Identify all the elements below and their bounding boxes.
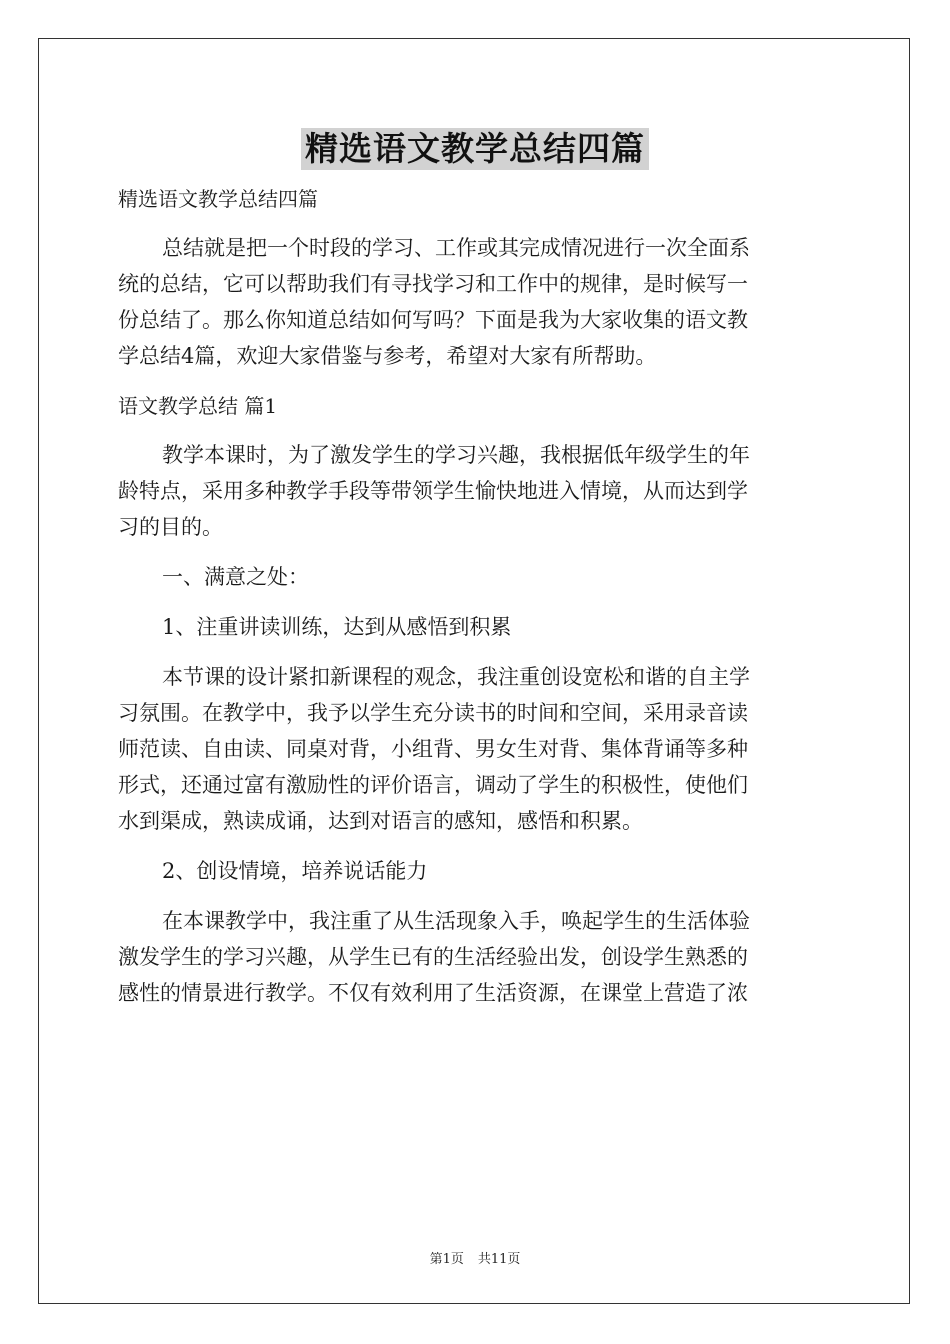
intro-line: 份总结了。那么你知道总结如何写吗？下面是我为大家收集的语文教 [118,308,748,332]
paragraph-line: 教学本课时，为了激发学生的学习兴趣，我根据低年级学生的年 [162,443,750,467]
page-total: 共11页 [477,1252,521,1267]
intro-line: 学总结4篇，欢迎大家借鉴与参考，希望对大家有所帮助。 [118,344,657,368]
document-title: 精选语文教学总结四篇 [301,128,649,170]
point-heading-2: 2、创设情境，培养说话能力 [162,859,428,883]
page-number: 第1页 [429,1252,464,1267]
section-heading: 语文教学总结 篇1 [118,394,278,418]
paragraph-line: 激发学生的学习兴趣，从学生已有的生活经验出发，创设学生熟悉的 [118,945,748,969]
point-heading-1: 1、注重讲读训练，达到从感悟到积累 [162,615,512,639]
document-body [118,182,834,1011]
document-subtitle: 精选语文教学总结四篇 [118,187,318,211]
paragraph-line: 在本课教学中，我注重了从生活现象入手，唤起学生的生活体验 [162,909,750,933]
paragraph-line: 龄特点，采用多种教学手段等带领学生愉快地进入情境，从而达到学 [118,479,748,503]
paragraph-line: 本节课的设计紧扣新课程的观念，我注重创设宽松和谐的自主学 [162,665,750,689]
paragraph-line: 习的目的。 [118,515,223,539]
page-footer [0,1248,950,1267]
paragraph-line: 水到渠成，熟读成诵，达到对语言的感知，感悟和积累。 [118,809,643,833]
paragraph-line: 感性的情景进行教学。不仅有效利用了生活资源，在课堂上营造了浓 [118,981,748,1005]
intro-line: 总结就是把一个时段的学习、工作或其完成情况进行一次全面系 [162,236,750,260]
intro-line: 统的总结，它可以帮助我们有寻找学习和工作中的规律，是时候写一 [118,272,748,296]
title-container [0,128,950,170]
heading-satisfied: 一、满意之处： [162,565,309,589]
paragraph-line: 形式，还通过富有激励性的评价语言，调动了学生的积极性，使他们 [118,773,748,797]
paragraph-line: 习氛围。在教学中，我予以学生充分读书的时间和空间，采用录音读 [118,701,748,725]
paragraph-line: 师范读、自由读、同桌对背，小组背、男女生对背、集体背诵等多种 [118,737,748,761]
